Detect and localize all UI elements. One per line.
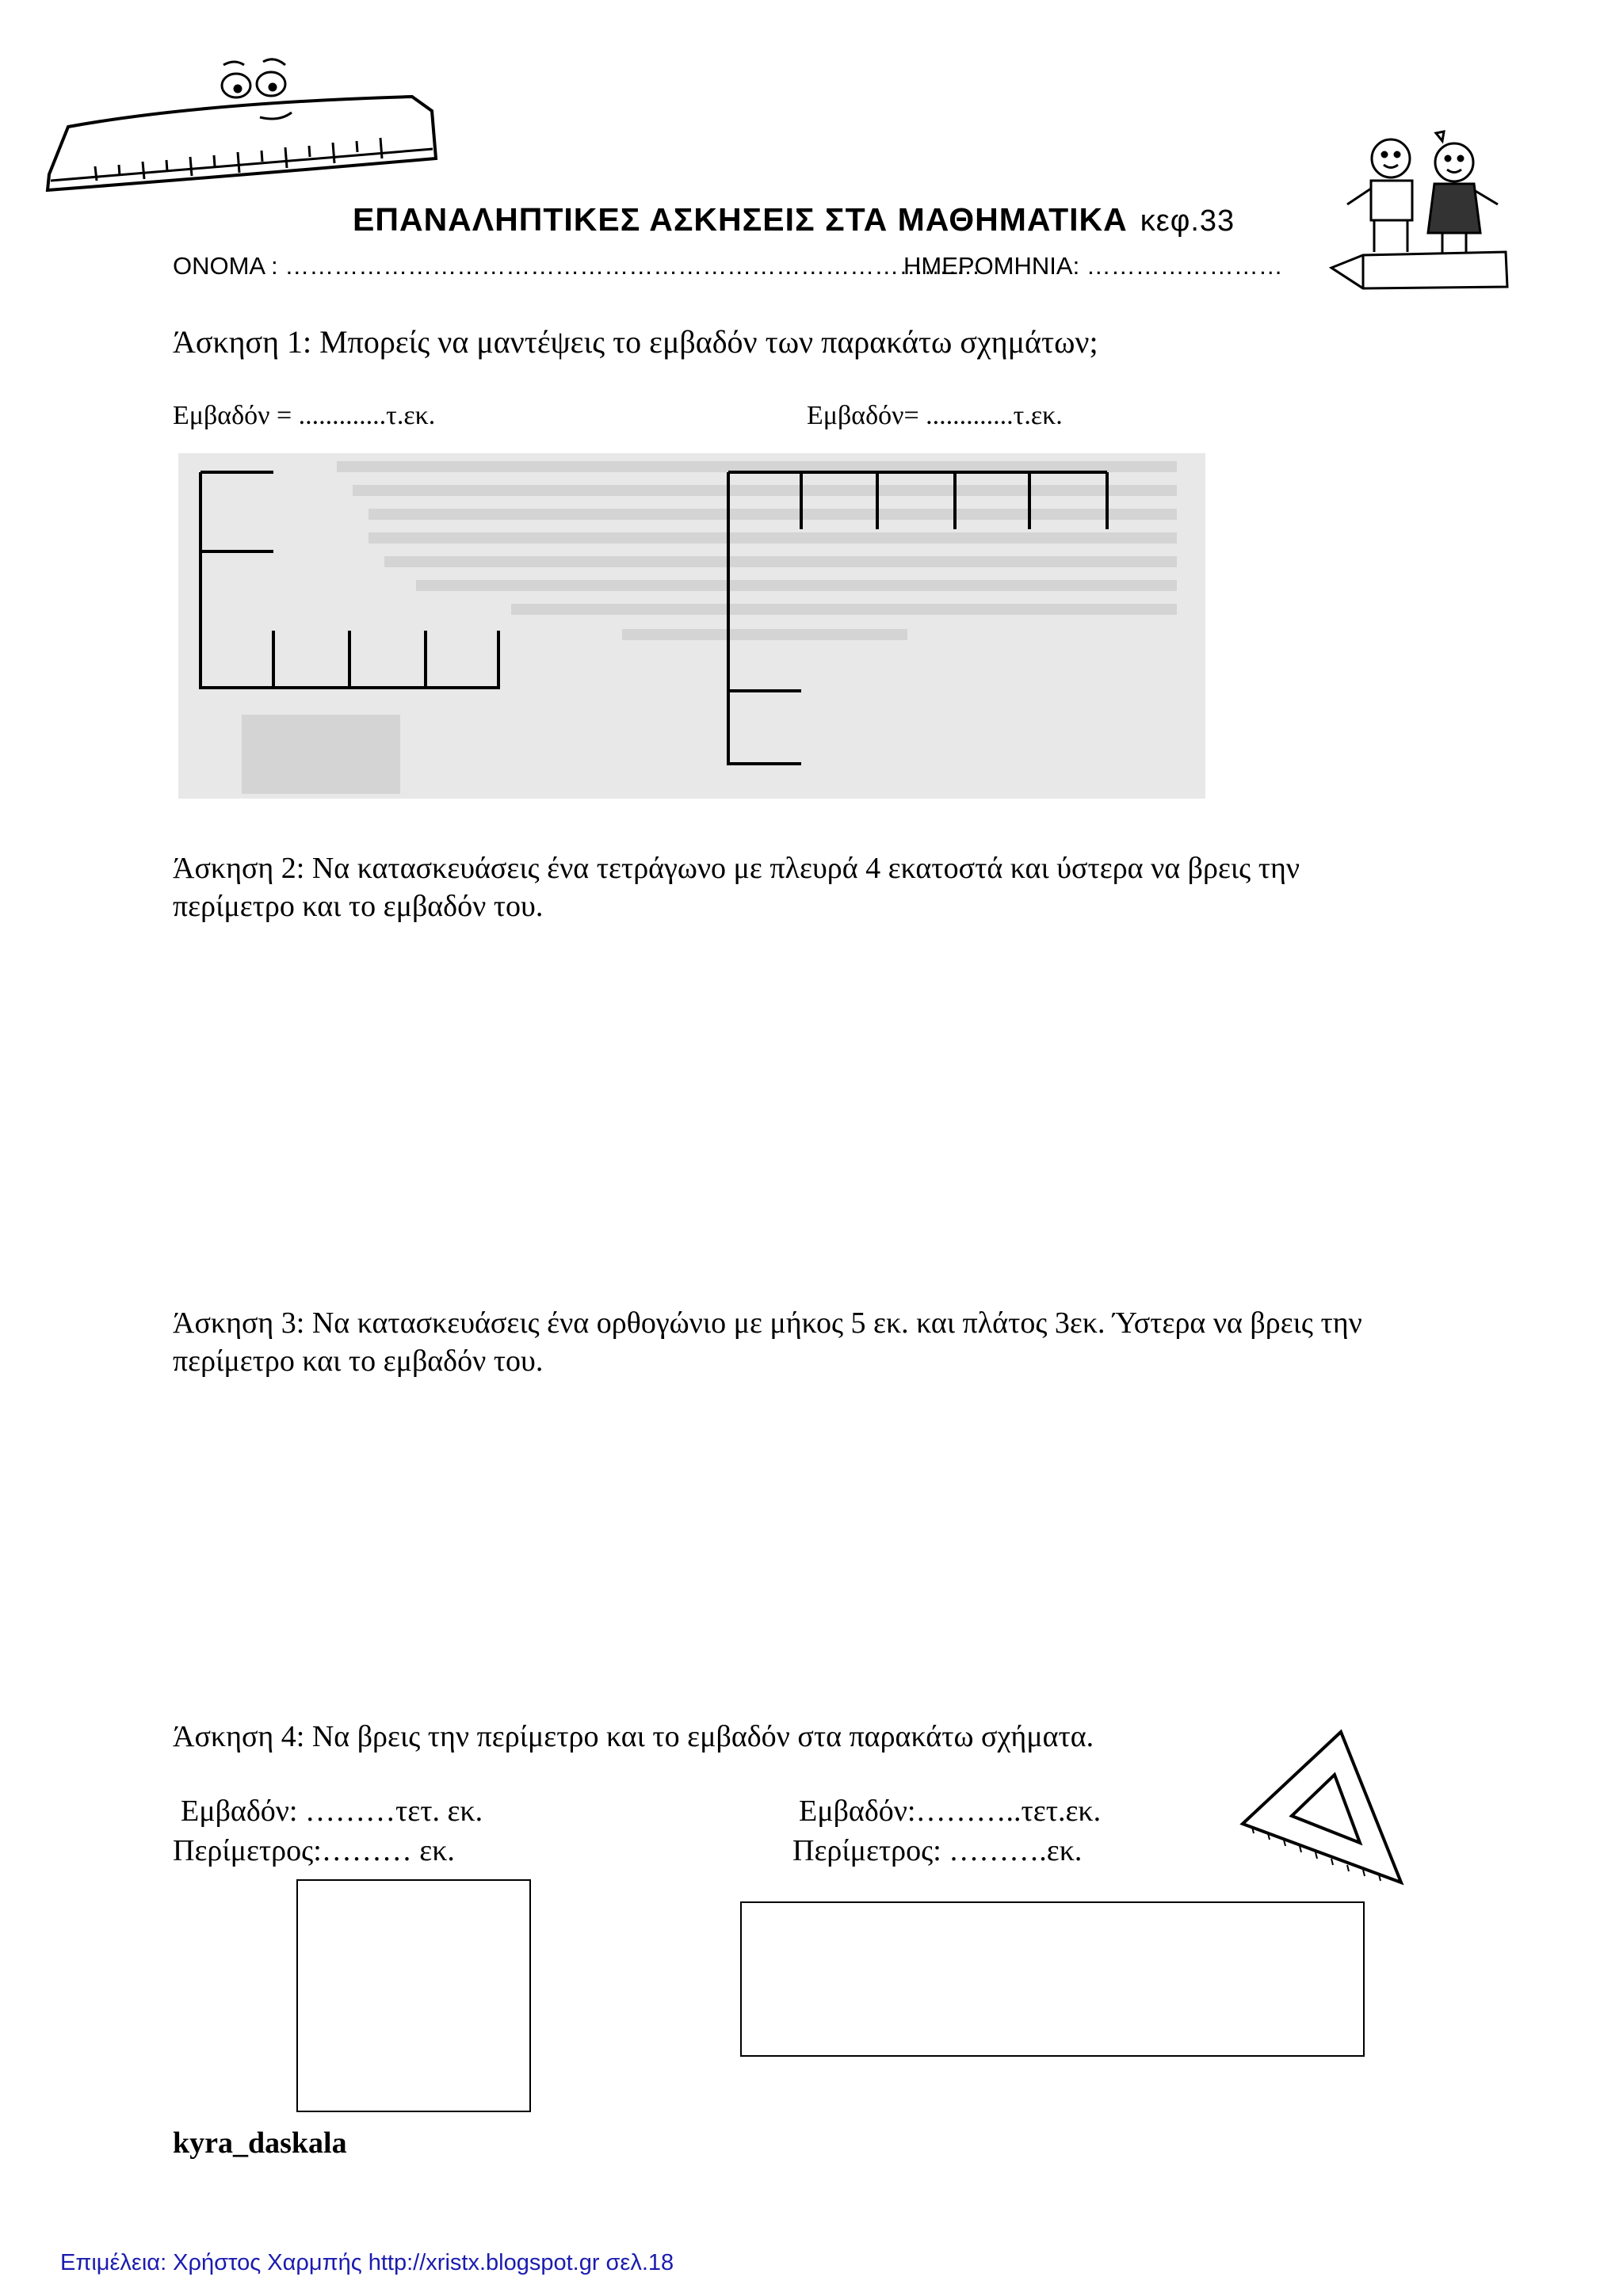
exercise1-text: Άσκηση 1: Μπορείς να μαντέψεις το εμβαδόν των παρακάτω σχημάτων; [173, 324, 1098, 360]
kids-on-pencil-icon [1316, 119, 1522, 301]
square-figure [296, 1879, 531, 2112]
exercise4-right-perimeter: Περίμετρος: ……….εκ. [792, 1834, 1083, 1867]
exercise1-figure [178, 453, 1205, 799]
exercise4-text: Άσκηση 4: Να βρεις την περίμετρο και το εμβαδόν στα παρακάτω σχήματα. [173, 1720, 1094, 1753]
date-field-label: ΗΜΕΡΟΜΗΝΙΑ: …………………… [903, 252, 1283, 280]
exercise4-right-area: Εμβαδόν:………..τετ.εκ. [799, 1794, 1102, 1828]
chapter-label: κεφ.33 [1140, 204, 1235, 238]
exercise3-text: Άσκηση 3: Να κατασκευάσεις ένα ορθογώνιο με μήκος 5 εκ. και πλάτος 3εκ. Ύστερα να βρεις την περίμετρο και το εμβαδόν του. [173, 1306, 1362, 1378]
exercise4-left-area: Εμβαδόν: ………τετ. εκ. [181, 1794, 483, 1828]
exercise2-text: Άσκηση 2: Να κατασκευάσεις ένα τετράγωνο με πλευρά 4 εκατοστά και ύστερα να βρεις την περίμετρο και το εμβαδόν του. [173, 852, 1300, 923]
page-title [353, 201, 1235, 238]
ruler-cartoon-icon [40, 48, 452, 198]
set-square-icon [1236, 1727, 1419, 1886]
signature: kyra_daskala [173, 2126, 347, 2160]
title-text: ΕΠΑΝΑΛΗΠΤΙΚΕΣ ΑΣΚΗΣΕΙΣ ΣΤΑ ΜΑΘΗΜΑΤΙΚΑ [353, 201, 1128, 238]
exercise4-left-perimeter: Περίμετρος:……… εκ. [173, 1834, 455, 1867]
rectangle-figure [740, 1901, 1365, 2057]
exercise1-area-right: Εμβαδόν= .............τ.εκ. [807, 401, 1063, 430]
exercise1-area-left: Εμβαδόν = .............τ.εκ. [173, 401, 436, 430]
footer-credit: Επιμέλεια: Χρήστος Χαρμπής http://xristx.blogspot.gr σελ.18 [60, 2250, 674, 2275]
name-field-label: ΟΝΟΜΑ : …………………………………………………………………………. [173, 252, 980, 280]
